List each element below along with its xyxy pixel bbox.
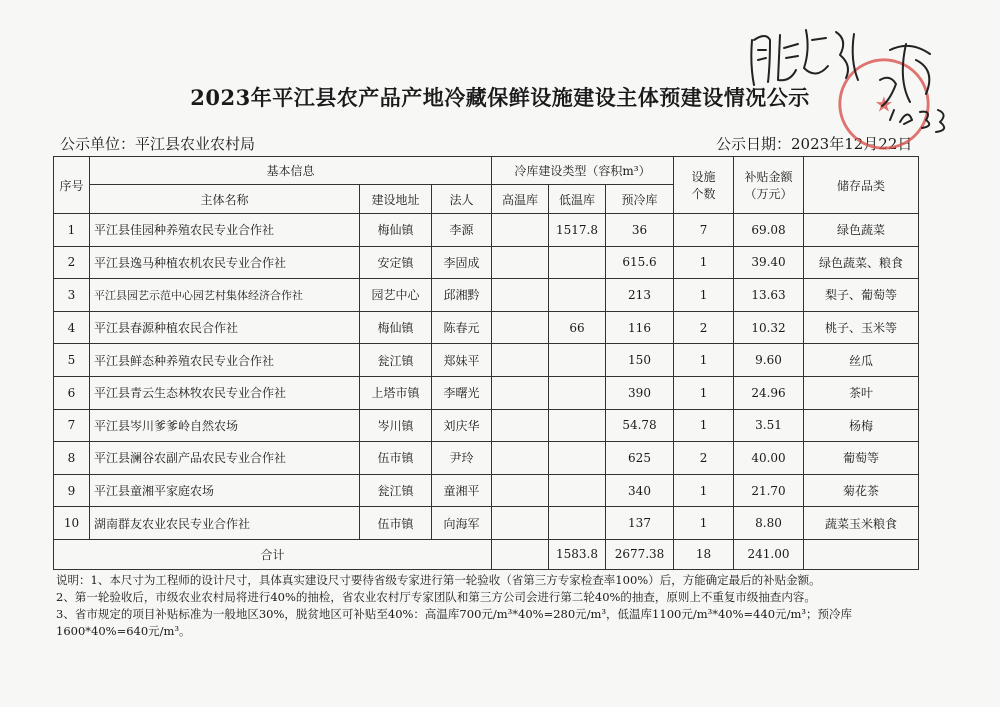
row-seq: 10	[54, 507, 90, 540]
row-subsidy: 39.40	[734, 246, 804, 279]
row-name: 平江县童湘平家庭农场	[90, 474, 360, 507]
row-location: 梅仙镇	[360, 214, 432, 247]
header-count: 设施 个数	[674, 157, 734, 214]
total-count: 18	[674, 539, 734, 569]
row-name: 平江县逸马种植农机农民专业合作社	[90, 246, 360, 279]
row-storage: 梨子、葡萄等	[804, 279, 919, 312]
total-storage	[804, 539, 919, 569]
row-count: 1	[674, 279, 734, 312]
row-low	[549, 279, 606, 312]
row-subsidy: 13.63	[734, 279, 804, 312]
total-precool: 2677.38	[606, 539, 674, 569]
table-row	[54, 474, 919, 507]
row-subsidy: 9.60	[734, 344, 804, 377]
row-count: 1	[674, 474, 734, 507]
header-location: 建设地址	[360, 185, 432, 214]
row-count: 1	[674, 376, 734, 409]
row-high	[492, 507, 549, 540]
row-seq: 3	[54, 279, 90, 312]
header-precool: 预冷库	[606, 185, 674, 214]
row-low	[549, 344, 606, 377]
row-precool: 36	[606, 214, 674, 247]
row-high	[492, 409, 549, 442]
row-subsidy: 40.00	[734, 442, 804, 475]
row-seq: 8	[54, 442, 90, 475]
row-legal: 尹玲	[432, 442, 492, 475]
row-high	[492, 214, 549, 247]
row-subsidy: 24.96	[734, 376, 804, 409]
row-seq: 1	[54, 214, 90, 247]
row-precool: 116	[606, 311, 674, 344]
table-row	[54, 442, 919, 475]
row-storage: 绿色蔬菜、粮食	[804, 246, 919, 279]
row-precool: 615.6	[606, 246, 674, 279]
table-row	[54, 344, 919, 377]
row-storage: 丝瓜	[804, 344, 919, 377]
table-row	[54, 507, 919, 540]
row-count: 1	[674, 507, 734, 540]
notes-section	[56, 572, 956, 640]
total-low: 1583.8	[549, 539, 606, 569]
row-name: 平江县春源种植农民合作社	[90, 311, 360, 344]
row-precool: 150	[606, 344, 674, 377]
row-legal: 李源	[432, 214, 492, 247]
table-row	[54, 376, 919, 409]
row-location: 瓮江镇	[360, 474, 432, 507]
row-storage: 桃子、玉米等	[804, 311, 919, 344]
table-row	[54, 246, 919, 279]
row-subsidy: 8.80	[734, 507, 804, 540]
row-precool: 137	[606, 507, 674, 540]
issuer-line	[60, 133, 255, 154]
note-line-1: 说明：1、本尺寸为工程师的设计尺寸，具体真实建设尺寸要待省级专家进行第一轮验收（省第三方专家检查率100%）后，方能确定最后的补贴金额。	[56, 573, 821, 587]
header-low-temp: 低温库	[549, 185, 606, 214]
row-legal: 童湘平	[432, 474, 492, 507]
row-low	[549, 507, 606, 540]
row-count: 7	[674, 214, 734, 247]
note-line-2: 2、第一轮验收后，市级农业农村局将进行40%的抽检，省农业农村厅专家团队和第三方公司会进行第二轮40%的抽查，原则上不重复市级抽查内容。	[56, 590, 816, 604]
row-legal: 陈春元	[432, 311, 492, 344]
header-legal: 法人	[432, 185, 492, 214]
issuer-name: 平江县农业农村局	[135, 135, 256, 153]
row-name: 平江县佳园种养殖农民专业合作社	[90, 214, 360, 247]
row-precool: 340	[606, 474, 674, 507]
row-subsidy: 10.32	[734, 311, 804, 344]
row-storage: 葡萄等	[804, 442, 919, 475]
header-subsidy: 补贴金额 （万元）	[734, 157, 804, 214]
table-row	[54, 311, 919, 344]
header-basic-info: 基本信息	[90, 157, 492, 185]
date-label: 公示日期：	[716, 135, 792, 153]
row-precool: 625	[606, 442, 674, 475]
row-legal: 刘庆华	[432, 409, 492, 442]
row-count: 1	[674, 409, 734, 442]
document-title: 2023年平江县农产品产地冷藏保鲜设施建设主体预建设情况公示	[190, 85, 810, 110]
row-low	[549, 442, 606, 475]
row-storage: 杨梅	[804, 409, 919, 442]
row-seq: 7	[54, 409, 90, 442]
row-storage: 茶叶	[804, 376, 919, 409]
row-name: 平江县鲜态种养殖农民专业合作社	[90, 344, 360, 377]
total-row	[54, 539, 919, 569]
issuer-label: 公示单位：	[60, 135, 136, 153]
publish-date: 2023年12月22日	[791, 135, 913, 153]
total-subsidy: 241.00	[734, 539, 804, 569]
header-name: 主体名称	[90, 185, 360, 214]
row-high	[492, 279, 549, 312]
facility-table	[53, 156, 919, 570]
table-row	[54, 279, 919, 312]
svg-text:★: ★	[874, 91, 894, 117]
total-label: 合计	[54, 539, 492, 569]
row-legal: 郑妹平	[432, 344, 492, 377]
row-location: 上塔市镇	[360, 376, 432, 409]
row-low	[549, 246, 606, 279]
row-seq: 2	[54, 246, 90, 279]
row-low: 66	[549, 311, 606, 344]
row-storage: 蔬菜玉米粮食	[804, 507, 919, 540]
note-line-3: 3、省市规定的项目补贴标准为一般地区30%，脱贫地区可补贴至40%：高温库700元/m³*40%=280元/m³，低温库1100元/m³*40%=440元/m³；预冷库	[56, 607, 852, 621]
row-name: 平江县园艺示范中心园艺村集体经济合作社	[90, 279, 360, 312]
row-name: 平江县岑川爹爹岭自然农场	[90, 409, 360, 442]
row-location: 园艺中心	[360, 279, 432, 312]
row-seq: 5	[54, 344, 90, 377]
row-legal: 邱湘黔	[432, 279, 492, 312]
row-location: 伍市镇	[360, 507, 432, 540]
row-count: 2	[674, 442, 734, 475]
header-high-temp: 高温库	[492, 185, 549, 214]
table-row	[54, 409, 919, 442]
row-high	[492, 376, 549, 409]
row-precool: 54.78	[606, 409, 674, 442]
header-cold-type: 冷库建设类型（容积m³）	[492, 157, 674, 185]
row-count: 1	[674, 344, 734, 377]
row-name: 湖南群友农业农民专业合作社	[90, 507, 360, 540]
row-seq: 4	[54, 311, 90, 344]
header-seq: 序号	[54, 157, 90, 214]
row-location: 瓮江镇	[360, 344, 432, 377]
row-legal: 李固成	[432, 246, 492, 279]
row-high	[492, 311, 549, 344]
row-legal: 向海军	[432, 507, 492, 540]
row-high	[492, 442, 549, 475]
row-low	[549, 376, 606, 409]
row-location: 岑川镇	[360, 409, 432, 442]
row-seq: 6	[54, 376, 90, 409]
row-high	[492, 474, 549, 507]
row-location: 梅仙镇	[360, 311, 432, 344]
row-count: 1	[674, 246, 734, 279]
total-high	[492, 539, 549, 569]
row-storage: 菊花茶	[804, 474, 919, 507]
table-row	[54, 214, 919, 247]
row-low	[549, 409, 606, 442]
row-location: 伍市镇	[360, 442, 432, 475]
row-precool: 390	[606, 376, 674, 409]
row-count: 2	[674, 311, 734, 344]
row-precool: 213	[606, 279, 674, 312]
row-high	[492, 344, 549, 377]
row-storage: 绿色蔬菜	[804, 214, 919, 247]
row-subsidy: 69.08	[734, 214, 804, 247]
row-name: 平江县澜谷农副产品农民专业合作社	[90, 442, 360, 475]
row-high	[492, 246, 549, 279]
row-low: 1517.8	[549, 214, 606, 247]
row-legal: 李曙光	[432, 376, 492, 409]
row-location: 安定镇	[360, 246, 432, 279]
note-line-4: 1600*40%=640元/m³。	[56, 624, 191, 638]
row-name: 平江县青云生态林牧农民专业合作社	[90, 376, 360, 409]
row-low	[549, 474, 606, 507]
row-subsidy: 3.51	[734, 409, 804, 442]
handwritten-signature-icon	[740, 10, 960, 140]
row-seq: 9	[54, 474, 90, 507]
row-subsidy: 21.70	[734, 474, 804, 507]
header-storage: 储存品类	[804, 157, 919, 214]
